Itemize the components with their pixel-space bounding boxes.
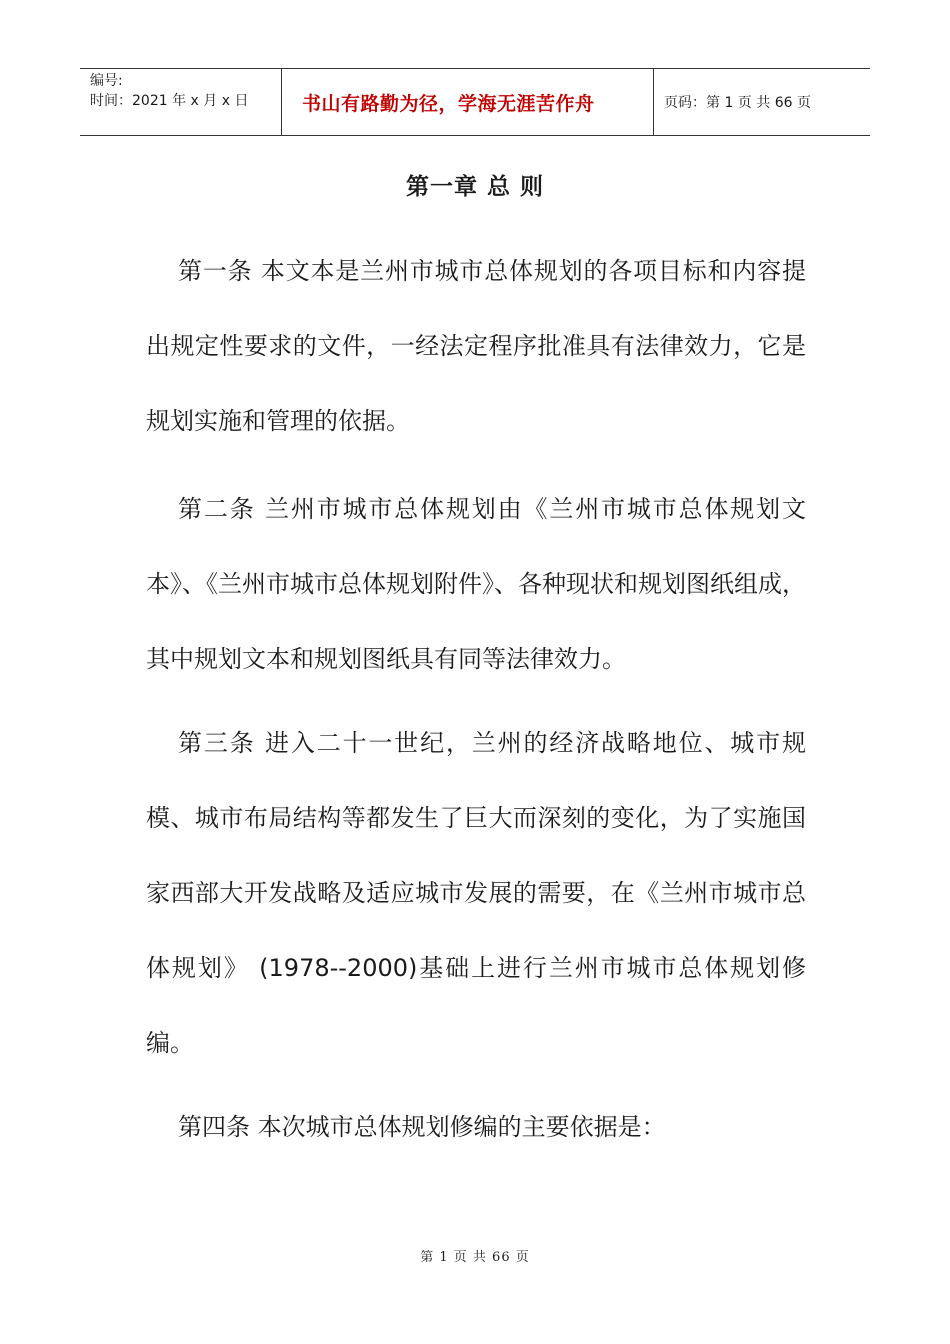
header-meta-cell xyxy=(80,69,282,135)
page-footer: 第 1 页 共 66 页 xyxy=(420,1250,530,1265)
header-page-info: 页码：第 1 页 共 66 页 xyxy=(664,95,811,111)
header-motto-cell xyxy=(282,69,654,135)
header-page-cell xyxy=(654,69,870,135)
chapter-title: 第一章 总 则 xyxy=(405,174,544,200)
article-1: 第一条 本文本是兰州市城市总体规划的各项目标和内容提出规定性要求的文件，一经法定程序批准具有法律效力，它是规划实施和管理的依据。 xyxy=(146,257,806,435)
article-2: 第二条 兰州市城市总体规划由《兰州市城市总体规划文本》、《兰州市城市总体规划附件》、各种现状和规划图纸组成，其中规划文本和规划图纸具有同等法律效力。 xyxy=(146,495,806,673)
article-4: 第四条 本次城市总体规划修编的主要依据是： xyxy=(178,1113,666,1141)
document-date: 时间：2021 年 x 月 x 日 xyxy=(90,93,249,109)
header-motto: 书山有路勤为径，学海无涯苦作舟 xyxy=(302,92,595,115)
article-3: 第三条 进入二十一世纪，兰州的经济战略地位、城市规模、城市布局结构等都发生了巨大而深刻的变化，为了实施国家西部大开发战略及适应城市发展的需要，在《兰州市城市总体规划》 (1978--2000)基础上进行兰州市城市总体规划修编。 xyxy=(146,729,806,1057)
document-number-label: 编号: xyxy=(90,73,123,89)
header-table xyxy=(80,68,870,136)
